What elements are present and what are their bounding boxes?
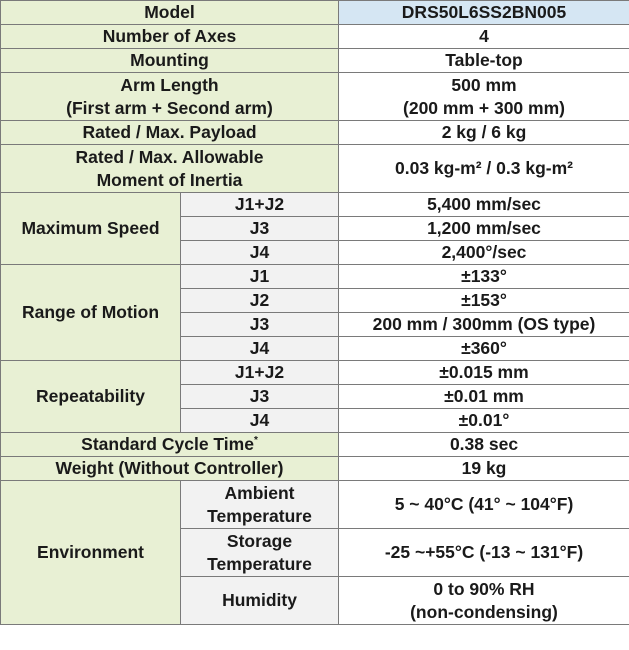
repeat-value: ±0.01 mm: [339, 385, 629, 409]
speed-value: 5,400 mm/sec: [339, 193, 629, 217]
mounting-value: Table-top: [339, 49, 629, 73]
axes-value: 4: [339, 25, 629, 49]
speed-axis: J1+J2: [181, 193, 339, 217]
motion-axis: J4: [181, 337, 339, 361]
motion-axis: J2: [181, 289, 339, 313]
max-speed-label: Maximum Speed: [1, 193, 181, 265]
row-repeat-j1j2: [1, 361, 629, 385]
row-axes: [1, 25, 629, 49]
inertia-label-line1: Rated / Max. Allowable: [75, 146, 264, 167]
row-env-ambient: [1, 481, 629, 529]
footnote-mark: *: [253, 435, 258, 447]
inertia-value: 0.03 kg-m² / 0.3 kg-m²: [339, 145, 629, 193]
humidity-value-line1: 0 to 90% RH: [433, 578, 535, 599]
storage-label-line2: Temperature: [207, 553, 312, 574]
row-cycle-time: [1, 433, 629, 457]
payload-value: 2 kg / 6 kg: [339, 121, 629, 145]
cycle-time-label: [1, 433, 339, 457]
row-payload: [1, 121, 629, 145]
storage-label: [181, 529, 339, 577]
repeat-value: ±0.01°: [339, 409, 629, 433]
humidity-value-line2: (non-condensing): [410, 601, 558, 622]
motion-axis: J1: [181, 265, 339, 289]
model-label: Model: [1, 1, 339, 25]
repeat-value: ±0.015 mm: [339, 361, 629, 385]
arm-length-value: [339, 73, 629, 121]
row-motion-j1: [1, 265, 629, 289]
ambient-label: [181, 481, 339, 529]
humidity-label: Humidity: [181, 577, 339, 625]
inertia-label-line2: Moment of Inertia: [96, 169, 243, 190]
repeat-axis: J1+J2: [181, 361, 339, 385]
payload-label: Rated / Max. Payload: [1, 121, 339, 145]
range-of-motion-label: Range of Motion: [1, 265, 181, 361]
motion-value: ±360°: [339, 337, 629, 361]
speed-value: 2,400°/sec: [339, 241, 629, 265]
motion-value: ±133°: [339, 265, 629, 289]
axes-label: Number of Axes: [1, 25, 339, 49]
motion-value: ±153°: [339, 289, 629, 313]
speed-value: 1,200 mm/sec: [339, 217, 629, 241]
ambient-label-line2: Temperature: [207, 505, 312, 526]
arm-length-label-line1: Arm Length: [120, 74, 219, 95]
row-weight: [1, 457, 629, 481]
arm-length-value-line2: (200 mm + 300 mm): [403, 97, 565, 118]
row-arm-length: [1, 73, 629, 121]
motion-value: 200 mm / 300mm (OS type): [339, 313, 629, 337]
environment-label: Environment: [1, 481, 181, 625]
repeat-axis: J3: [181, 385, 339, 409]
row-mounting: [1, 49, 629, 73]
motion-axis: J3: [181, 313, 339, 337]
inertia-label: [1, 145, 339, 193]
arm-length-label: [1, 73, 339, 121]
weight-label: Weight (Without Controller): [1, 457, 339, 481]
model-value: DRS50L6SS2BN005: [339, 1, 629, 25]
arm-length-value-line1: 500 mm: [451, 74, 517, 95]
arm-length-label-line2: (First arm + Second arm): [66, 97, 273, 118]
cycle-time-label-text: Standard Cycle Time: [81, 434, 254, 454]
row-inertia: [1, 145, 629, 193]
repeatability-label: Repeatability: [1, 361, 181, 433]
speed-axis: J3: [181, 217, 339, 241]
ambient-label-line1: Ambient: [224, 482, 295, 503]
cycle-time-value: 0.38 sec: [339, 433, 629, 457]
row-model: [1, 1, 629, 25]
mounting-label: Mounting: [1, 49, 339, 73]
storage-value: -25 ~+55°C (-13 ~ 131°F): [339, 529, 629, 577]
speed-axis: J4: [181, 241, 339, 265]
weight-value: 19 kg: [339, 457, 629, 481]
repeat-axis: J4: [181, 409, 339, 433]
storage-label-line1: Storage: [226, 530, 293, 551]
ambient-value: 5 ~ 40°C (41° ~ 104°F): [339, 481, 629, 529]
row-speed-j1j2: [1, 193, 629, 217]
humidity-value: [339, 577, 629, 625]
